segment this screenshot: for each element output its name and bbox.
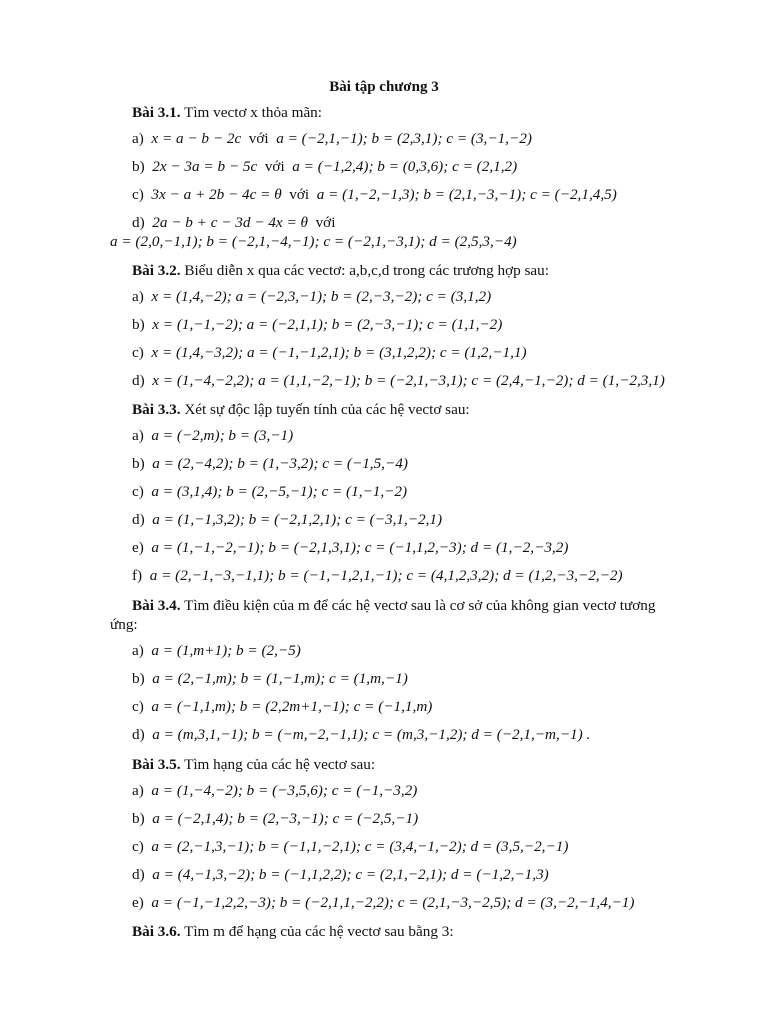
item-expression: a = (1,−4,−2); b = (−3,5,6); c = (−1,−3,2) — [151, 782, 418, 799]
exercise-heading — [132, 261, 549, 281]
item-expression: a = (2,−4,2); b = (1,−3,2); c = (−1,5,−4) — [152, 455, 408, 472]
item-equation: 3x − a + 2b − 4c = θ — [151, 186, 282, 203]
item-label: b) — [132, 670, 145, 687]
item-connector: với — [289, 186, 310, 203]
exercise-item — [132, 157, 517, 177]
exercise-item — [132, 343, 527, 363]
item-label: c) — [132, 698, 144, 715]
item-label: a) — [132, 782, 144, 799]
item-label: b) — [132, 158, 145, 175]
item-label: d) — [132, 866, 145, 883]
item-data: a = (1,−2,−1,3); b = (2,1,−3,−1); c = (−2,1,4,5) — [316, 186, 617, 203]
item-label: a) — [132, 130, 144, 147]
item-label: d) — [132, 214, 145, 231]
item-label: d) — [132, 726, 145, 743]
item-label: e) — [132, 539, 144, 556]
exercise-item — [132, 482, 407, 502]
item-expression: x = (1,−1,−2); a = (−2,1,1); b = (2,−3,−1); c = (1,1,−2) — [152, 316, 503, 333]
exercise-number: Bài 3.5. — [132, 756, 181, 773]
item-label: c) — [132, 838, 144, 855]
exercise-prompt: Tìm hạng của các hệ vectơ sau: — [184, 756, 376, 773]
item-data: a = (−2,1,−1); b = (2,3,1); c = (3,−1,−2) — [276, 130, 532, 147]
item-expression: x = (1,4,−3,2); a = (−1,−1,2,1); b = (3,1,2,2); c = (1,2,−1,1) — [151, 344, 527, 361]
exercise-heading — [132, 596, 655, 616]
item-label: b) — [132, 316, 145, 333]
item-connector: với — [248, 130, 269, 147]
item-expression: a = (2,−1,m); b = (1,−1,m); c = (1,m,−1) — [152, 670, 408, 687]
item-label: d) — [132, 372, 145, 389]
exercise-number: Bài 3.1. — [132, 104, 181, 121]
item-expression: x = (1,4,−2); a = (−2,3,−1); b = (2,−3,−2); c = (3,1,2) — [151, 288, 492, 305]
item-label: c) — [132, 344, 144, 361]
exercise-item — [132, 837, 568, 857]
item-expression: a = (1,−1,−2,−1); b = (−2,1,3,1); c = (−1,1,2,−3); d = (1,−2,−3,2) — [151, 539, 569, 556]
exercise-prompt: Tìm vectơ x thỏa mãn: — [184, 104, 322, 121]
exercise-item — [132, 641, 301, 661]
item-expression: a = (3,1,4); b = (2,−5,−1); c = (1,−1,−2) — [151, 483, 408, 500]
page-title: Bài tập chương 3 — [329, 79, 439, 95]
item-data: a = (−1,2,4); b = (0,3,6); c = (2,1,2) — [292, 158, 518, 175]
item-expression: x = (1,−4,−2,2); a = (1,1,−2,−1); b = (−2,1,−3,1); c = (2,4,−1,−2); d = (1,−2,3,1) — [152, 372, 665, 389]
item-equation: x = a − b − 2c — [151, 130, 242, 147]
item-expression: a = (2,−1,3,−1); b = (−1,1,−2,1); c = (3,4,−1,−2); d = (3,5,−2,−1) — [151, 838, 569, 855]
item-label: b) — [132, 810, 145, 827]
exercise-item — [132, 669, 408, 689]
exercise-item — [132, 315, 502, 335]
exercise-number: Bài 3.2. — [132, 262, 181, 279]
item-connector: với — [315, 214, 336, 231]
exercise-item — [132, 371, 665, 391]
exercise-item — [132, 809, 418, 829]
exercise-heading — [132, 922, 454, 942]
exercise-item — [132, 454, 408, 474]
item-expression: a = (−1,−1,2,2,−3); b = (−2,1,1,−2,2); c = (2,1,−3,−2,5); d = (3,−2,−1,4,−1) — [151, 894, 635, 911]
exercise-item — [132, 893, 634, 913]
item-expression: a = (−1,1,m); b = (2,2m+1,−1); c = (−1,1,m) — [151, 698, 433, 715]
item-label: f) — [132, 567, 143, 584]
item-expression: a = (1,m+1); b = (2,−5) — [151, 642, 301, 659]
exercise-item — [132, 725, 590, 745]
exercise-item — [132, 865, 549, 885]
item-continuation: a = (2,0,−1,1); b = (−2,1,−4,−1); c = (−2,1,−3,1); d = (2,5,3,−4) — [110, 233, 517, 250]
exercise-prompt: Xét sự độc lập tuyến tính của các hệ vectơ sau: — [184, 401, 470, 418]
exercise-heading — [132, 755, 375, 775]
exercise-item — [132, 129, 532, 149]
exercise-item — [132, 510, 442, 530]
item-label: a) — [132, 427, 144, 444]
exercise-number: Bài 3.6. — [132, 923, 181, 940]
exercise-number: Bài 3.3. — [132, 401, 181, 418]
exercise-item — [132, 697, 432, 717]
item-label: d) — [132, 511, 145, 528]
item-label: a) — [132, 288, 144, 305]
item-expression: a = (m,3,1,−1); b = (−m,−2,−1,1); c = (m,3,−1,2); d = (−2,1,−m,−1) . — [152, 726, 591, 743]
item-equation: 2a − b + c − 3d − 4x = θ — [152, 214, 308, 231]
exercise-prompt: Biểu diễn x qua các vectơ: a,b,c,d trong các trương hợp sau: — [184, 262, 549, 279]
item-expression: a = (−2,m); b = (3,−1) — [151, 427, 294, 444]
item-equation: 2x − 3a = b − 5c — [152, 158, 258, 175]
exercise-item — [132, 538, 568, 558]
exercise-item — [132, 426, 293, 446]
exercise-item — [132, 566, 623, 586]
exercise-item — [132, 781, 417, 801]
item-label: a) — [132, 642, 144, 659]
exercise-item — [132, 213, 335, 233]
exercise-item — [132, 185, 617, 205]
exercise-prompt: Tìm điều kiện của m để các hệ vectơ sau là cơ sở của không gian vectơ tương — [184, 597, 656, 614]
item-expression: a = (1,−1,3,2); b = (−2,1,2,1); c = (−3,1,−2,1) — [152, 511, 443, 528]
item-expression: a = (2,−1,−3,−1,1); b = (−1,−1,2,1,−1); c = (4,1,2,3,2); d = (1,2,−3,−2,−2) — [149, 567, 623, 584]
item-label: c) — [132, 186, 144, 203]
exercise-item — [132, 287, 491, 307]
item-label: b) — [132, 455, 145, 472]
exercise-heading — [132, 400, 470, 420]
item-label: c) — [132, 483, 144, 500]
exercise-number: Bài 3.4. — [132, 597, 181, 614]
exercise-prompt-continuation: ứng: — [110, 616, 138, 633]
item-expression: a = (4,−1,3,−2); b = (−1,1,2,2); c = (2,1,−2,1); d = (−1,2,−1,3) — [152, 866, 549, 883]
item-expression: a = (−2,1,4); b = (2,−3,−1); c = (−2,5,−1) — [152, 810, 419, 827]
item-label: e) — [132, 894, 144, 911]
exercise-heading — [132, 103, 322, 123]
exercise-prompt: Tìm m để hạng của các hệ vectơ sau bằng 3: — [184, 923, 454, 940]
item-connector: với — [264, 158, 285, 175]
